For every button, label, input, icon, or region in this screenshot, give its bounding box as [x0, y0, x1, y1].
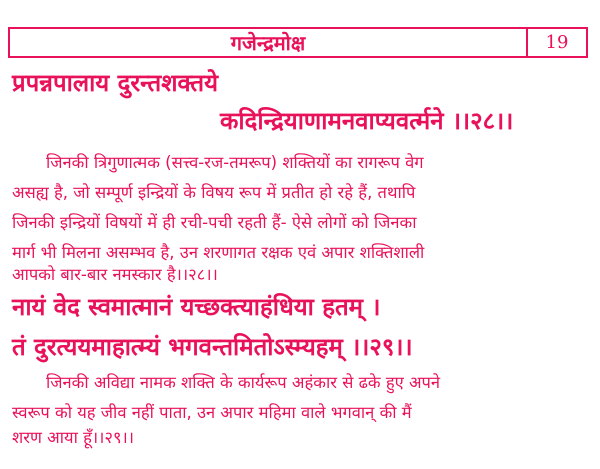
- meaning-28-line-2: असह्य है, जो सम्पूर्ण इन्द्रियों के विषय रूप में प्रतीत हो रहे हैं, तथापि: [12, 183, 416, 202]
- verse-29-line-1: नायं वेद स्वमात्मानं यच्छक्त्याहंधिया हतम् ।: [12, 293, 381, 321]
- meaning-28-line-1: जिनकी त्रिगुणात्मक (सत्त्व-रज-तमरूप) शक्तियों का रागरूप वेग: [46, 153, 424, 172]
- meaning-28-line-3: जिनकी इन्द्रियों विषयों में ही रची-पची रहती हैं- ऐसे लोगों को जिनका: [12, 213, 417, 232]
- verse-28-line-1: प्रपन्नपालाय दुरन्तशक्तये: [12, 69, 218, 97]
- verse-29-line-2: तं दुरत्ययमाहात्म्यं भगवन्तमितोऽस्म्यहम् ।।२९।।: [12, 333, 413, 361]
- meaning-29-line-3: शरण आया हूँ।।२९।।: [12, 428, 135, 447]
- verse-28-line-2: कदिन्द्रियाणामनवाप्यवर्त्मने ।।२८।।: [220, 107, 514, 135]
- page-header: [8, 27, 588, 58]
- meaning-28-line-4: मार्ग भी मिलना असम्भव है, उन शरणागत रक्षक एवं अपार शक्तिशाली: [12, 243, 425, 262]
- meaning-29-line-1: जिनकी अविद्या नामक शक्ति के कार्यरूप अहंकार से ढके हुए अपने: [46, 373, 441, 392]
- meaning-29-line-2: स्वरूप को यह जीव नहीं पाता, उन अपार महिमा वाले भगवान् की मैं: [12, 403, 412, 422]
- page-number: 19: [526, 29, 586, 56]
- chapter-title: गजेन्द्रमोक्ष: [230, 31, 306, 55]
- meaning-28-line-5: आपको बार-बार नमस्कार है।।२८।।: [12, 265, 218, 284]
